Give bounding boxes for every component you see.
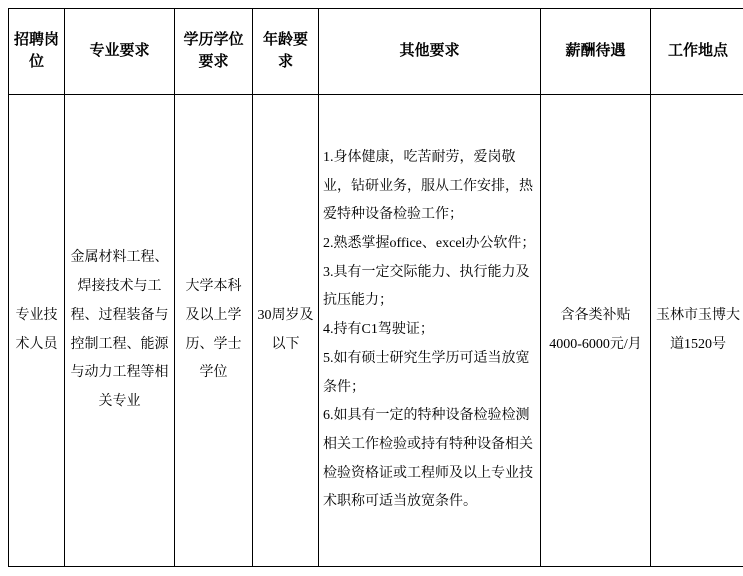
list-item: 6.如具有一定的特种设备检验检测相关工作检验或持有特种设备相关检验资格证或工程师及以上专业技术职称可适当放宽条件。 — [323, 408, 533, 510]
table-body — [9, 95, 743, 567]
cell-post — [9, 95, 65, 567]
header-major: 专业要求 — [65, 9, 175, 95]
cell-other-requirements — [319, 95, 541, 567]
header-degree: 学历学位要求 — [175, 9, 253, 95]
cell-degree — [175, 95, 253, 567]
header-place: 工作地点 — [651, 9, 743, 95]
header-age: 年龄要求 — [253, 9, 319, 95]
cell-degree-text: 大学本科及以上学历、学士学位 — [185, 279, 242, 381]
list-item: 3.具有一定交际能力、执行能力及抗压能力； — [323, 264, 530, 309]
cell-place-text: 玉林市玉博大道1520号 — [656, 307, 740, 352]
header-row — [9, 9, 743, 95]
header-post: 招聘岗位 — [9, 9, 65, 95]
list-item: 5.如有硕士研究生学历可适当放宽条件； — [323, 350, 530, 395]
table-header — [9, 9, 743, 95]
cell-age-text: 30周岁及以下 — [257, 307, 314, 352]
cell-major — [65, 95, 175, 567]
list-item: 2.熟悉掌握office、excel办公软件； — [323, 236, 536, 252]
cell-major-text: 金属材料工程、焊接技术与工程、过程装备与控制工程、能源与动力工程等相关专业 — [70, 250, 169, 409]
cell-salary-text: 含各类补贴4000-6000元/月 — [549, 307, 642, 352]
cell-salary — [541, 95, 651, 567]
list-item: 4.持有C1驾驶证； — [323, 322, 434, 338]
cell-post-text: 专业技术人员 — [15, 307, 58, 352]
cell-age — [253, 95, 319, 567]
requirement-list — [323, 144, 536, 517]
recruitment-table — [8, 8, 743, 567]
header-salary: 薪酬待遇 — [541, 9, 651, 95]
cell-place — [651, 95, 743, 567]
table-row — [9, 95, 743, 567]
list-item: 1.身体健康，吃苦耐劳，爱岗敬业，钻研业务，服从工作安排，热爱特种设备检验工作； — [323, 150, 533, 223]
header-other: 其他要求 — [319, 9, 541, 95]
